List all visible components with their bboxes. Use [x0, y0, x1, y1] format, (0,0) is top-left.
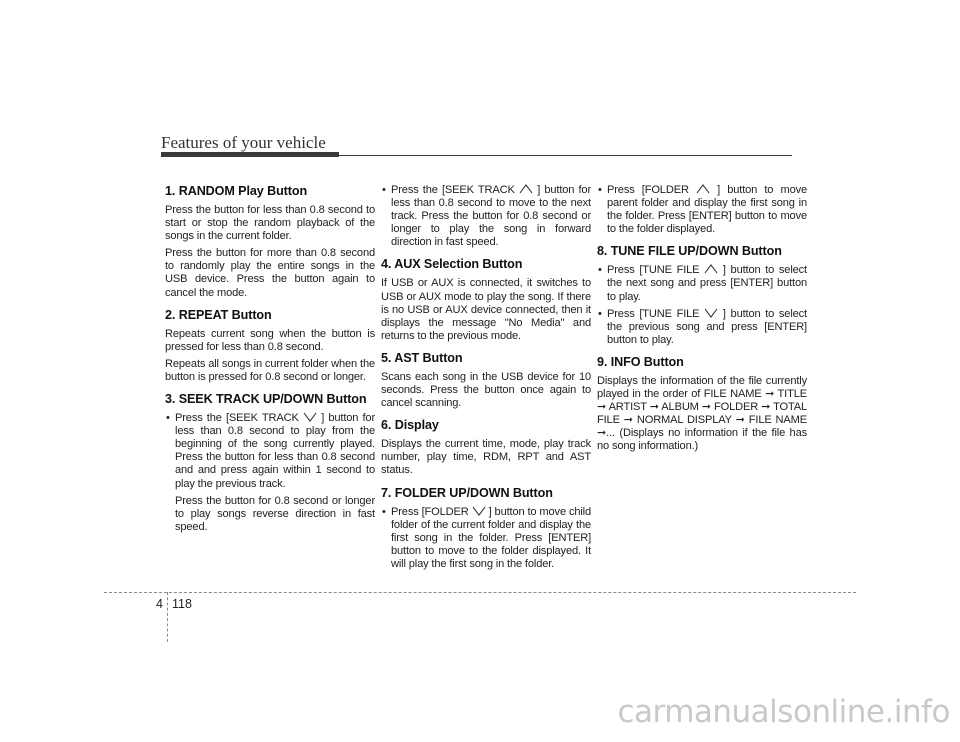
- page-header-title: Features of your vehicle: [161, 133, 326, 152]
- text: Scans each song in the USB device for 10 seconds. Press the button once again to cancel scanning.: [381, 370, 591, 410]
- text: Press the button for 0.8 second or longer to play songs reverse direction in fast speed.: [175, 494, 375, 533]
- arrow-right-icon: ➞: [761, 401, 771, 414]
- heading-folder: 7. FOLDER UP/DOWN Button: [381, 485, 553, 500]
- arrow-right-icon: ➞: [649, 401, 659, 414]
- list-item: • Press the [SEEK TRACK ] button for less than 0.8 second to move to the next track. Press the button for 0.8 second or longer to play the song in forward direction in fast speed.: [382, 184, 592, 249]
- text: Repeats all songs in current folder when the button is pressed for 0.8 second or longer.: [165, 357, 375, 383]
- section-seek-track-up: [381, 184, 591, 249]
- text: Press the button for less than 0.8 second to start or stop the random playback of the songs in the current folder.: [165, 204, 375, 243]
- section-display: [381, 418, 591, 477]
- list-item: • Press [FOLDER ] button to move child folder of the current folder and display the first song in the folder. Press [ENTER] button to move to the folder displayed. It will play the first song in the folder.: [382, 505, 592, 570]
- bullet-icon: •: [166, 412, 170, 425]
- chevron-down-icon: [704, 308, 718, 318]
- heading-aux: 4. AUX Selection Button: [381, 257, 523, 272]
- section-folder: [381, 486, 591, 571]
- list-item: • Press [TUNE FILE ] button to select the next song and press [ENTER] button to play.: [598, 264, 807, 303]
- header-bar: [161, 152, 339, 157]
- chevron-up-icon: [704, 264, 718, 274]
- column-2: [381, 184, 591, 579]
- page-number: 118: [172, 597, 192, 611]
- section-tune-file: [597, 244, 807, 347]
- section-random: [165, 184, 375, 300]
- heading-ast: 5. AST Button: [381, 350, 463, 365]
- chapter-number: 4: [156, 597, 163, 611]
- bullet-icon: •: [598, 307, 602, 320]
- chevron-up-icon: [519, 184, 533, 194]
- column-3: [597, 184, 807, 462]
- bullet-icon: •: [382, 505, 386, 518]
- text: Repeats current song when the button is pressed for less than 0.8 second.: [165, 327, 375, 353]
- heading-random: 1. RANDOM Play Button: [165, 184, 308, 198]
- column-1: [165, 184, 375, 542]
- footer-rule: [104, 592, 856, 593]
- footer-divider: [167, 592, 168, 642]
- text: Displays the information of the file currently played in the order of FILE NAME ➞ TITLE ➞ ARTIST ➞ ALBUM ➞ FOLDER ➞ TOTAL FILE ➞ NORMAL DISPLAY ➞ FILE NAME ➞... (Displays no information if the file has no song information.): [597, 374, 808, 453]
- chevron-down-icon: [472, 506, 486, 516]
- bullet-icon: •: [382, 184, 386, 196]
- section-folder-up: [597, 184, 807, 236]
- section-repeat: [165, 308, 375, 384]
- section-aux: [381, 257, 591, 342]
- arrow-right-icon: ➞: [597, 427, 607, 440]
- list-item: • Press the [SEEK TRACK ] button for less than 0.8 second to play from the beginning of the song currently played. Press the button for less than 0.8 second and and press again within 1 second to play the previous track.: [166, 412, 376, 490]
- text: If USB or AUX is connected, it switches to USB or AUX mode to play the song. If there is no USB or AUX device connected, then it displays the message "No Media" and returns to the previous mode.: [381, 277, 591, 342]
- arrow-right-icon: ➞: [597, 401, 607, 414]
- chevron-up-icon: [696, 184, 710, 194]
- section-seek-track: [165, 392, 375, 534]
- section-info: [597, 355, 807, 454]
- heading-info: 9. INFO Button: [597, 354, 684, 369]
- text: Displays the current time, mode, play track number, play time, RDM, RPT and AST status.: [381, 438, 591, 477]
- arrow-right-icon: ➞: [765, 388, 775, 401]
- arrow-right-icon: ➞: [623, 414, 633, 427]
- arrow-right-icon: ➞: [735, 414, 745, 427]
- section-ast: [381, 351, 591, 410]
- heading-tune-file: 8. TUNE FILE UP/DOWN Button: [597, 244, 782, 259]
- header-rule: [339, 155, 792, 156]
- list-item: • Press [FOLDER ] button to move parent folder and display the first song in the folder. Press [ENTER] button to move to the folder displayed.: [598, 184, 808, 236]
- list-item: • Press [TUNE FILE ] button to select the previous song and press [ENTER] button to play.: [598, 307, 807, 346]
- chevron-down-icon: [303, 412, 317, 422]
- text: Press the button for more than 0.8 second to randomly play the entire songs in the USB device. Press the button again to cancel the mode.: [165, 247, 375, 299]
- heading-display: 6. Display: [381, 418, 439, 433]
- bullet-icon: •: [598, 184, 602, 196]
- arrow-right-icon: ➞: [701, 401, 711, 414]
- watermark: carmanualsonline.info: [617, 694, 950, 730]
- heading-seek-track: 3. SEEK TRACK UP/DOWN Button: [165, 392, 367, 407]
- heading-repeat: 2. REPEAT Button: [165, 307, 272, 322]
- bullet-icon: •: [598, 264, 602, 277]
